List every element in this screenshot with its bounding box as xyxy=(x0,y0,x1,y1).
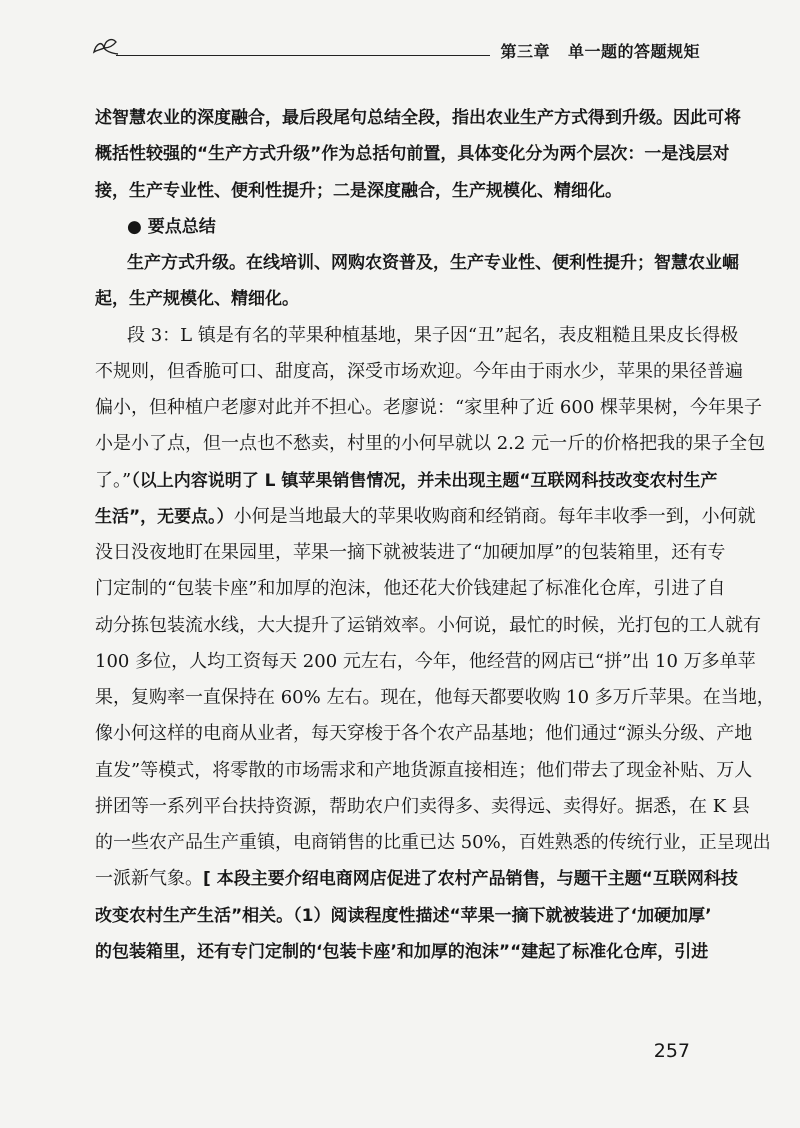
text-line xyxy=(95,209,695,245)
text-line xyxy=(95,861,738,897)
passage-text: 段 3：L 镇是有名的苹果种植基地，果子因“丑”起名，表皮粗糙且果皮长得极 xyxy=(127,324,739,346)
annotation-text: 的包装箱里，还有专门定制的‘包装卡座’和加厚的泡沫”“建起了标准化仓库，引进 xyxy=(95,941,709,962)
page-number: 257 xyxy=(653,1040,690,1062)
annotation-text: ● 要点总结 xyxy=(127,216,216,237)
annotation-text: 生产方式升级。在线培训、网购农资普及，生产专业性、便利性提升；智慧农业崛 xyxy=(127,253,739,273)
text-line xyxy=(95,499,756,535)
passage-text: 不规则，但香脆可口、甜度高，深受市场欢迎。今年由于雨水少，苹果的果径普遍 xyxy=(95,360,743,382)
running-header xyxy=(90,30,700,66)
passage-text: 偏小，但种植户老廖对此并不担心。老廖说：“家里种了近 600 棵苹果树，今年果子 xyxy=(95,397,762,418)
passage-text: 100 多位，人均工资每天 200 元左右，今年，他经营的网店已“拼”出 10 万多单苹 xyxy=(95,650,756,672)
text-line xyxy=(95,644,756,680)
text-line xyxy=(95,608,761,644)
passage-text: 像小何这样的电商从业者，每天穿梭于各个农产品基地；他们通过“源头分级、产地 xyxy=(95,723,753,745)
text-line xyxy=(95,245,739,281)
passage-text: 小何是当地最大的苹果收购商和经销商。每年丰收季一到，小何就 xyxy=(233,505,756,527)
passage-text: 门定制的“包装卡座”和加厚的泡沫，他还花大价钱建起了标准化仓库，引进了自 xyxy=(95,578,726,600)
text-line xyxy=(95,535,726,571)
annotation-text: （以上内容说明了 L 镇苹果销售情况，并未出现主题“互联网科技改变农村生产 xyxy=(131,470,718,491)
text-line xyxy=(95,898,712,934)
text-line xyxy=(95,136,730,172)
passage-text: 了。” xyxy=(95,469,132,491)
text-line xyxy=(95,318,739,354)
text-line xyxy=(95,100,741,136)
text-line xyxy=(95,680,775,716)
header-rule xyxy=(116,55,490,56)
passage-text: 小是小了点，但一点也不愁卖，村里的小何早就以 2.2 元一斤的价格把我的果子全包 xyxy=(95,433,766,455)
header-title xyxy=(500,39,700,62)
passage-text: 的一些农产品生产重镇，电商销售的比重已达 50%，百姓熟悉的传统行业，正呈现出 xyxy=(95,832,771,853)
body-text xyxy=(95,100,775,970)
passage-text: 动分拣包装流水线，大大提升了运销效率。小何说，最忙的时候，光打包的工人就有 xyxy=(95,614,761,636)
text-line xyxy=(95,281,695,317)
annotation-text: 起，生产规模化、精细化。 xyxy=(95,289,299,310)
text-line xyxy=(95,825,771,861)
passage-text: 一派新气象。 xyxy=(95,868,203,890)
chapter-label: 第三章 xyxy=(500,42,550,61)
text-line xyxy=(95,354,743,390)
text-line xyxy=(95,934,709,970)
text-line xyxy=(95,789,750,825)
passage-text: 果，复购率一直保持在 60% 左右。现在，他每天都要收购 10 多万斤苹果。在当地， xyxy=(95,687,775,708)
annotation-text: 生活”，无要点。） xyxy=(95,506,234,527)
text-line xyxy=(95,571,726,607)
annotation-text: 概括性较强的“生产方式升级”作为总括句前置，具体变化分为两个层次：一是浅层对 xyxy=(95,144,730,165)
annotation-text: 改变农村生产生活”相关。（1）阅读程度性描述“苹果一摘下就被装进了‘加硬加厚’ xyxy=(95,905,712,926)
passage-text: 拼团等一系列平台扶持资源，帮助农户们卖得多、卖得远、卖得好。据悉，在 K 县 xyxy=(95,795,750,817)
annotation-text: [ 本段主要介绍电商网店促进了农村产品销售，与题干主题“互联网科技 xyxy=(203,869,738,890)
text-line xyxy=(95,390,762,426)
chapter-title: 单一题的答题规矩 xyxy=(567,42,700,61)
passage-text: 没日没夜地盯在果园里，苹果一摘下就被装进了“加硬加厚”的包装箱里，还有专 xyxy=(95,542,726,563)
text-line xyxy=(95,426,766,462)
annotation-text: 接，生产专业性、便利性提升；二是深度融合，生产规模化、精细化。 xyxy=(95,180,622,201)
passage-text: 直发”等模式，将零散的市场需求和产地货源直接相连；他们带去了现金补贴、万人 xyxy=(95,759,753,781)
text-line xyxy=(95,753,753,789)
text-line xyxy=(95,716,753,752)
text-line xyxy=(95,173,695,209)
text-line xyxy=(95,463,718,499)
annotation-text: 述智慧农业的深度融合，最后段尾句总结全段，指出农业生产方式得到升级。因此可将 xyxy=(95,108,741,128)
